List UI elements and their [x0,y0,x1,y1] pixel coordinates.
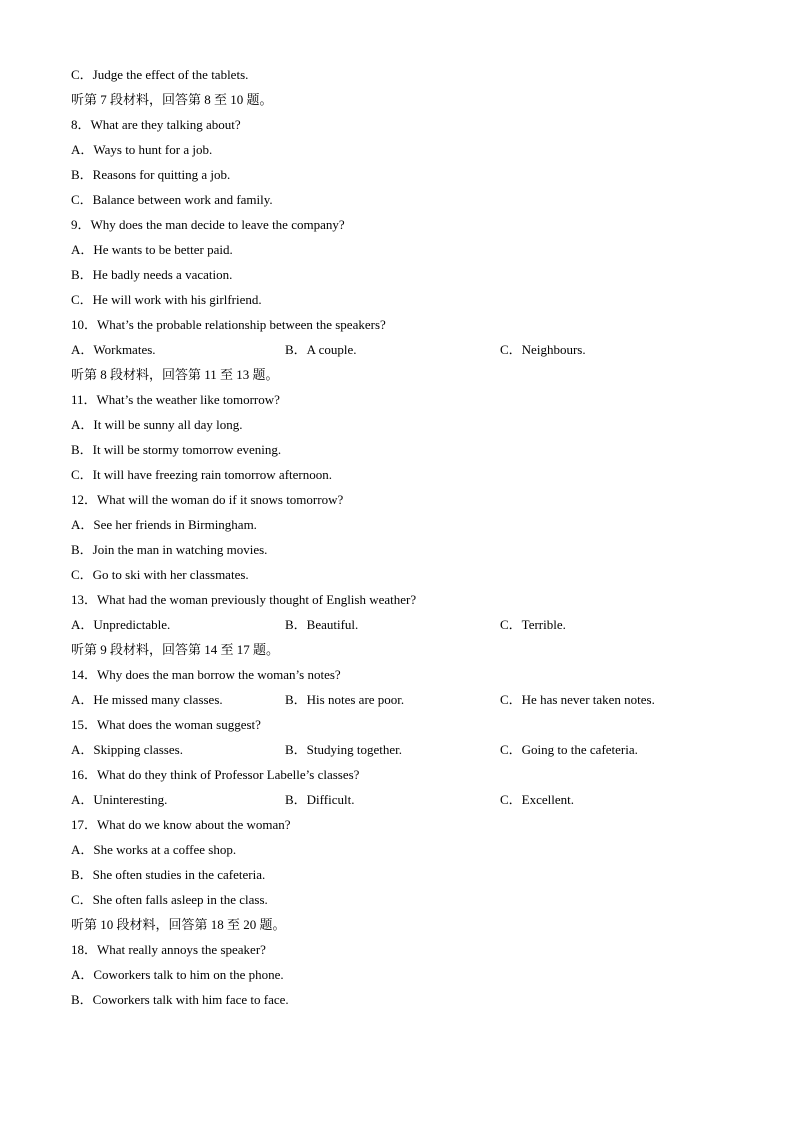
option-c: C．He has never taken notes. [500,692,655,707]
option-line: B．She often studies in the cafeteria. [71,867,266,882]
option-line: B．He badly needs a vacation. [71,267,233,282]
question-line: 9．Why does the man decide to leave the company? [71,217,345,232]
options-row [71,612,731,637]
option-b: B．His notes are poor. [285,692,405,707]
exam-content [71,62,731,1012]
question-line: 12．What will the woman do if it snows tomorrow? [71,492,344,507]
options-row [71,737,731,762]
question-line: 10．What’s the probable relationship between the speakers? [71,317,386,332]
option-line: C．She often falls asleep in the class. [71,892,268,907]
question-line: 8．What are they talking about? [71,117,241,132]
option-line: A．He wants to be better paid. [71,242,233,257]
option-line: A．She works at a coffee shop. [71,842,237,857]
option-a: A．He missed many classes. [71,692,223,707]
option-line: B．Join the man in watching movies. [71,542,268,557]
option-a: A．Workmates. [71,342,156,357]
option-c: C．Excellent. [500,792,575,807]
option-line: C．Judge the effect of the tablets. [71,67,249,82]
option-b: B．Studying together. [285,742,403,757]
question-line: 17．What do we know about the woman? [71,817,291,832]
option-a: A．Skipping classes. [71,742,183,757]
option-line: C．He will work with his girlfriend. [71,292,262,307]
question-line: 18．What really annoys the speaker? [71,942,266,957]
option-line: C．It will have freezing rain tomorrow afternoon. [71,467,332,482]
option-c: C．Terrible. [500,617,566,632]
section-heading: 听第 10 段材料，回答第 18 至 20 题。 [71,917,286,932]
question-line: 15．What does the woman suggest? [71,717,261,732]
option-line: B．It will be stormy tomorrow evening. [71,442,282,457]
question-line: 14．Why does the man borrow the woman’s notes? [71,667,341,682]
options-row [71,337,731,362]
option-b: B．Difficult. [285,792,355,807]
option-line: A．Ways to hunt for a job. [71,142,213,157]
option-line: B．Reasons for quitting a job. [71,167,231,182]
option-a: A．Unpredictable. [71,617,171,632]
option-line: C．Go to ski with her classmates. [71,567,249,582]
option-c: C．Neighbours. [500,342,586,357]
option-line: B．Coworkers talk with him face to face. [71,992,289,1007]
question-line: 16．What do they think of Professor Labelle’s classes? [71,767,360,782]
option-b: B．Beautiful. [285,617,359,632]
options-row [71,687,731,712]
section-heading: 听第 8 段材料，回答第 11 至 13 题。 [71,367,279,382]
option-line: C．Balance between work and family. [71,192,273,207]
options-row [71,787,731,812]
option-line: A．See her friends in Birmingham. [71,517,257,532]
question-line: 11．What’s the weather like tomorrow? [71,392,280,407]
section-heading: 听第 9 段材料，回答第 14 至 17 题。 [71,642,280,657]
option-b: B．A couple. [285,342,357,357]
option-a: A．Uninteresting. [71,792,168,807]
question-line: 13．What had the woman previously thought of English weather? [71,592,417,607]
option-line: A．Coworkers talk to him on the phone. [71,967,284,982]
option-line: A．It will be sunny all day long. [71,417,243,432]
option-c: C．Going to the cafeteria. [500,742,638,757]
section-heading: 听第 7 段材料，回答第 8 至 10 题。 [71,92,273,107]
